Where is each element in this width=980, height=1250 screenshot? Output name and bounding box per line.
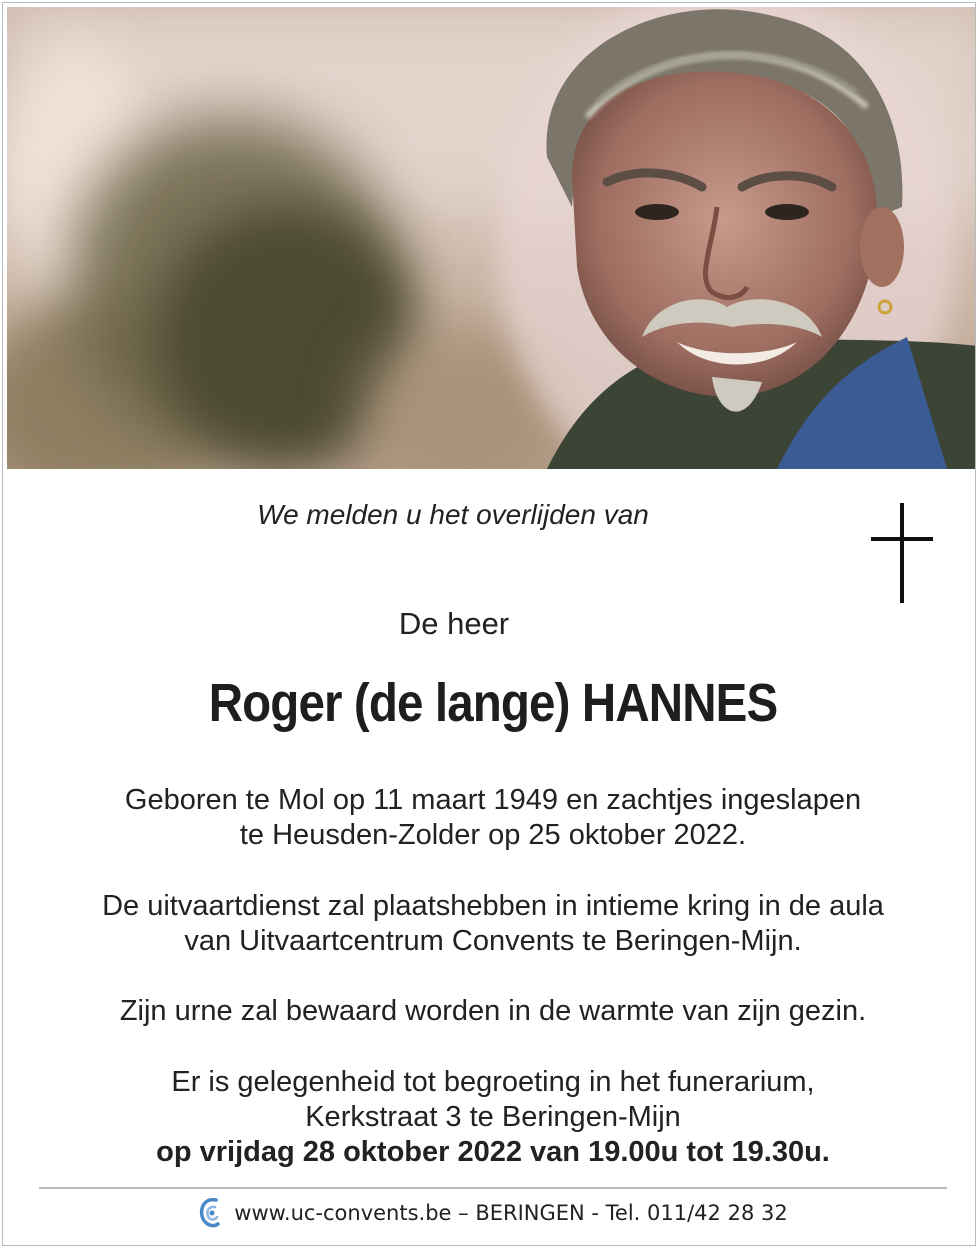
convents-logo-icon: [198, 1196, 224, 1230]
honorific-title: De heer: [398, 606, 510, 641]
urn-text: [3, 994, 976, 1029]
visitation-address-line: Kerkstraat 3 te Beringen-Mijn: [305, 1101, 681, 1133]
footer-divider: [39, 1187, 947, 1189]
deceased-name: Roger (de lange) HANNES: [208, 673, 778, 733]
service-line: De uitvaartdienst zal plaatshebben in intieme kring in de aula: [102, 890, 884, 922]
funeral-service-text: [3, 889, 976, 959]
visitation-line: Er is gelegenheid tot begroeting in het funerarium,: [171, 1066, 815, 1098]
obituary-card: [2, 2, 976, 1246]
funeral-home-footer: [3, 1196, 976, 1230]
portrait-photo: [7, 7, 976, 469]
visitation-text: [3, 1065, 976, 1170]
announcement-intro: We melden u het overlijden van: [257, 499, 649, 530]
service-location-line: van Uitvaartcentrum Convents te Beringen-Mijn.: [184, 925, 802, 957]
birth-line: Geboren te Mol op 11 maart 1949 en zachtjes ingeslapen: [124, 784, 862, 816]
visitation-time-line: op vrijdag 28 oktober 2022 van 19.00u tot 19.30u.: [156, 1136, 830, 1168]
cross-icon: [871, 503, 933, 603]
footer-contact: www.uc-convents.be – BERINGEN - Tel. 011/42 28 32: [234, 1201, 788, 1225]
birth-death-text: [3, 783, 976, 853]
portrait-person: [477, 7, 976, 469]
death-line: te Heusden-Zolder op 25 oktober 2022.: [239, 819, 747, 851]
urn-line: Zijn urne zal bewaard worden in de warmte van zijn gezin.: [119, 995, 867, 1027]
